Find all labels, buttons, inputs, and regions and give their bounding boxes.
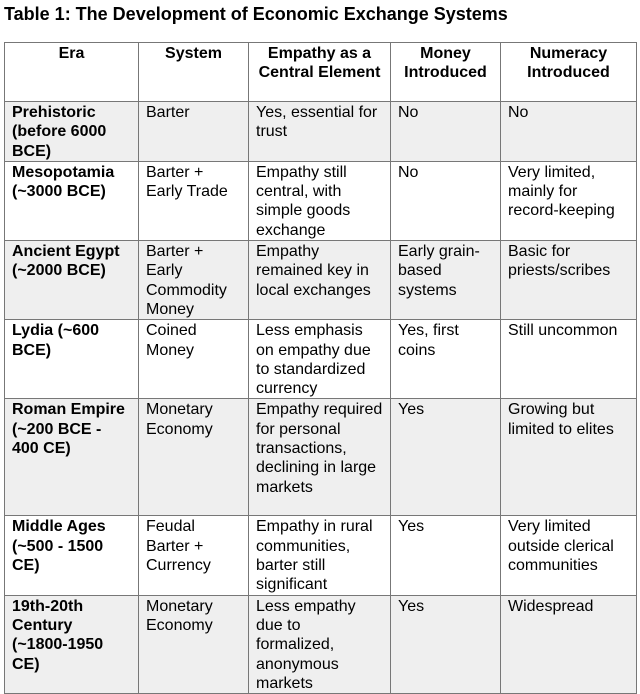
- cell-empathy: Empathy in rural communities, barter still significant: [249, 516, 391, 595]
- table-header-row: [5, 43, 637, 102]
- cell-numeracy: Very limited, mainly for record-keeping: [501, 161, 637, 240]
- table-row: [5, 241, 637, 320]
- header-empathy: Empathy as a Central Element: [249, 43, 391, 102]
- cell-empathy: Less empathy due to formalized, anonymous markets: [249, 595, 391, 693]
- table-caption: Table 1: The Development of Economic Exchange Systems: [4, 4, 508, 24]
- cell-system: Barter: [139, 102, 249, 162]
- header-system: System: [139, 43, 249, 102]
- header-money: Money Introduced: [391, 43, 501, 102]
- cell-money: Yes: [391, 516, 501, 595]
- cell-system: Feudal Barter + Currency: [139, 516, 249, 595]
- table-row: [5, 320, 637, 399]
- cell-money: Yes: [391, 399, 501, 516]
- table-row: [5, 399, 637, 516]
- cell-system: Monetary Economy: [139, 595, 249, 693]
- cell-money: Yes: [391, 595, 501, 693]
- cell-numeracy: Basic for priests/scribes: [501, 241, 637, 320]
- cell-empathy: Empathy required for personal transactions, declining in large markets: [249, 399, 391, 516]
- cell-numeracy: No: [501, 102, 637, 162]
- cell-era: 19th-20th Century (~1800-1950 CE): [5, 595, 139, 693]
- cell-era: Mesopotamia (~3000 BCE): [5, 161, 139, 240]
- cell-era: Middle Ages (~500 - 1500 CE): [5, 516, 139, 595]
- table-row: [5, 595, 637, 693]
- table-row: [5, 161, 637, 240]
- cell-money: No: [391, 161, 501, 240]
- cell-numeracy: Widespread: [501, 595, 637, 693]
- exchange-systems-table: [4, 42, 637, 694]
- cell-numeracy: Growing but limited to elites: [501, 399, 637, 516]
- cell-numeracy: Very limited outside clerical communities: [501, 516, 637, 595]
- cell-money: Early grain-based systems: [391, 241, 501, 320]
- cell-era: Lydia (~600 BCE): [5, 320, 139, 399]
- cell-numeracy: Still uncommon: [501, 320, 637, 399]
- header-numeracy: Numeracy Introduced: [501, 43, 637, 102]
- cell-empathy: Empathy remained key in local exchanges: [249, 241, 391, 320]
- cell-empathy: Yes, essential for trust: [249, 102, 391, 162]
- cell-empathy: Less emphasis on empathy due to standardized currency: [249, 320, 391, 399]
- cell-money: No: [391, 102, 501, 162]
- cell-system: Barter + Early Trade: [139, 161, 249, 240]
- cell-system: Coined Money: [139, 320, 249, 399]
- cell-era: Roman Empire (~200 BCE - 400 CE): [5, 399, 139, 516]
- cell-system: Barter + Early Commodity Money: [139, 241, 249, 320]
- cell-empathy: Empathy still central, with simple goods exchange: [249, 161, 391, 240]
- cell-system: Monetary Economy: [139, 399, 249, 516]
- cell-era: Prehistoric (before 6000 BCE): [5, 102, 139, 162]
- cell-era: Ancient Egypt (~2000 BCE): [5, 241, 139, 320]
- table-row: [5, 516, 637, 595]
- cell-money: Yes, first coins: [391, 320, 501, 399]
- table-row: [5, 102, 637, 162]
- header-era: Era: [5, 43, 139, 102]
